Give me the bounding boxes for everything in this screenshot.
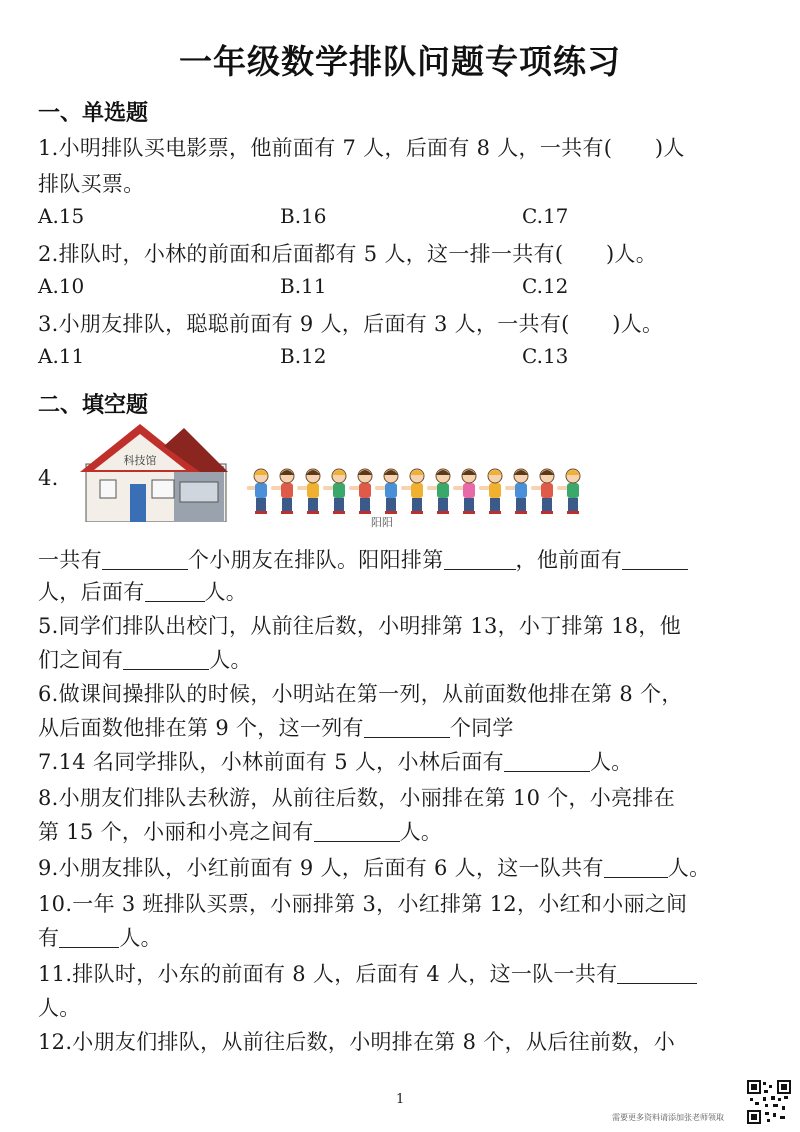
question-8-line-2 xyxy=(38,816,442,846)
child-figure xyxy=(247,469,268,514)
question-1-option-c: C.17 xyxy=(522,204,569,228)
q5-blank[interactable] xyxy=(123,647,209,670)
question-1-line-2: 排队买票。 xyxy=(38,172,145,196)
child-figure xyxy=(323,469,346,514)
question-11-line-1 xyxy=(38,958,697,988)
question-5-line-2 xyxy=(38,644,252,674)
question-1-option-b: B.16 xyxy=(280,204,327,228)
q9-blank[interactable] xyxy=(604,855,668,878)
q11-blank[interactable] xyxy=(617,961,697,984)
question-12-line-1: 12.小朋友们排队，从前往后数，小明排在第 8 个，从后往前数，小 xyxy=(38,1030,676,1054)
question-2-option-a: A.10 xyxy=(38,274,85,298)
q4-text-d: 人，后面有 xyxy=(38,580,145,604)
question-4-line-2 xyxy=(38,576,247,606)
question-4-number: 4. xyxy=(38,466,59,490)
q4-text-c: ，他前面有 xyxy=(515,548,623,572)
question-2-line-1: 2.排队时，小林的前面和后面都有 5 人，这一排一共有( )人。 xyxy=(38,242,658,266)
question-4-line-1 xyxy=(38,544,688,574)
question-9-line xyxy=(38,852,710,882)
child-figure xyxy=(453,469,476,514)
section-heading-fill-blank: 二、填空题 xyxy=(38,393,149,418)
child-figure xyxy=(427,469,450,514)
q11-text-a: 11.排队时，小东的前面有 8 人，后面有 4 人，这一队一共有 xyxy=(38,962,618,986)
q6-blank[interactable] xyxy=(364,715,450,738)
q9-text-b: 人。 xyxy=(667,856,711,880)
qr-code-icon xyxy=(747,1080,791,1124)
child-figure xyxy=(297,469,320,514)
q6-text-a: 从后面数他排在第 9 个，这一列有 xyxy=(38,716,364,740)
q9-text-a: 9.小朋友排队，小红前面有 9 人，后面有 6 人，这一队共有 xyxy=(38,856,604,880)
question-10-line-1: 10.一年 3 班排队买票，小丽排第 3，小红排第 12，小红和小丽之间 xyxy=(38,892,688,916)
child-figure xyxy=(505,469,528,514)
q5-text-a: 们之间有 xyxy=(38,648,124,672)
q7-text-b: 人。 xyxy=(589,750,633,774)
q8-text-a: 第 15 个，小丽和小亮之间有 xyxy=(38,820,314,844)
q4-blank-front[interactable] xyxy=(622,547,688,570)
child-figure xyxy=(349,469,372,514)
section-heading-single-choice: 一、单选题 xyxy=(38,101,149,126)
question-5-line-1: 5.同学们排队出校门，从前往后数，小明排第 13，小丁排第 18，他 xyxy=(38,614,682,638)
child-figure xyxy=(375,469,398,514)
child-figure xyxy=(531,469,554,514)
child-figure xyxy=(557,469,580,514)
page-title: 一年级数学排队问题专项练习 xyxy=(179,42,621,81)
question-1-line-1: 1.小明排队买电影票，他前面有 7 人，后面有 8 人，一共有( )人 xyxy=(38,136,685,160)
house-sign-text: 科技馆 xyxy=(123,454,157,467)
q4-text-a: 一共有 xyxy=(38,548,102,572)
question-8-line-1: 8.小朋友们排队去秋游，从前往后数，小丽排在第 10 个，小亮排在 xyxy=(38,786,676,810)
yangyang-label: 阳阳 xyxy=(371,516,393,529)
question-3-option-c: C.13 xyxy=(522,344,569,368)
science-museum-house-illustration xyxy=(80,420,228,522)
q10-text-b: 人。 xyxy=(119,926,162,950)
q4-text-e: 人。 xyxy=(204,580,248,604)
question-3-line-1: 3.小朋友排队，聪聪前面有 9 人，后面有 3 人，一共有( )人。 xyxy=(38,312,664,336)
q10-blank[interactable] xyxy=(59,925,119,948)
footer-note: 需要更多资料请添加张老师领取 xyxy=(612,1113,724,1122)
children-group xyxy=(247,469,580,514)
q8-blank[interactable] xyxy=(314,819,400,842)
page-number: 1 xyxy=(396,1092,405,1107)
q10-text-a: 有 xyxy=(38,926,60,950)
q4-blank-total[interactable] xyxy=(102,547,188,570)
q6-text-b: 个同学 xyxy=(449,716,514,740)
question-1-option-a: A.15 xyxy=(38,204,85,228)
question-3-option-a: A.11 xyxy=(38,344,85,368)
q4-blank-position[interactable] xyxy=(444,547,516,570)
child-figure xyxy=(479,469,502,514)
q4-text-b: 个小朋友在排队。阳阳排第 xyxy=(187,548,444,572)
question-6-line-1: 6.做课间操排队的时候，小明站在第一列，从前面数他排在第 8 个， xyxy=(38,682,683,706)
child-figure xyxy=(271,469,294,514)
question-2-option-b: B.11 xyxy=(280,274,327,298)
q7-text-a: 7.14 名同学排队，小林前面有 5 人，小林后面有 xyxy=(38,750,504,774)
question-11-line-2: 人。 xyxy=(38,996,81,1020)
question-10-line-2 xyxy=(38,922,162,952)
q5-text-b: 人。 xyxy=(209,648,252,672)
question-3-option-b: B.12 xyxy=(280,344,327,368)
child-figure xyxy=(401,469,424,514)
children-queue-illustration xyxy=(247,462,607,526)
question-7-line xyxy=(38,746,633,776)
question-6-line-2 xyxy=(38,712,514,742)
question-2-option-c: C.12 xyxy=(522,274,569,298)
q7-blank[interactable] xyxy=(504,749,590,772)
q4-blank-behind[interactable] xyxy=(145,579,205,602)
q8-text-b: 人。 xyxy=(399,820,443,844)
